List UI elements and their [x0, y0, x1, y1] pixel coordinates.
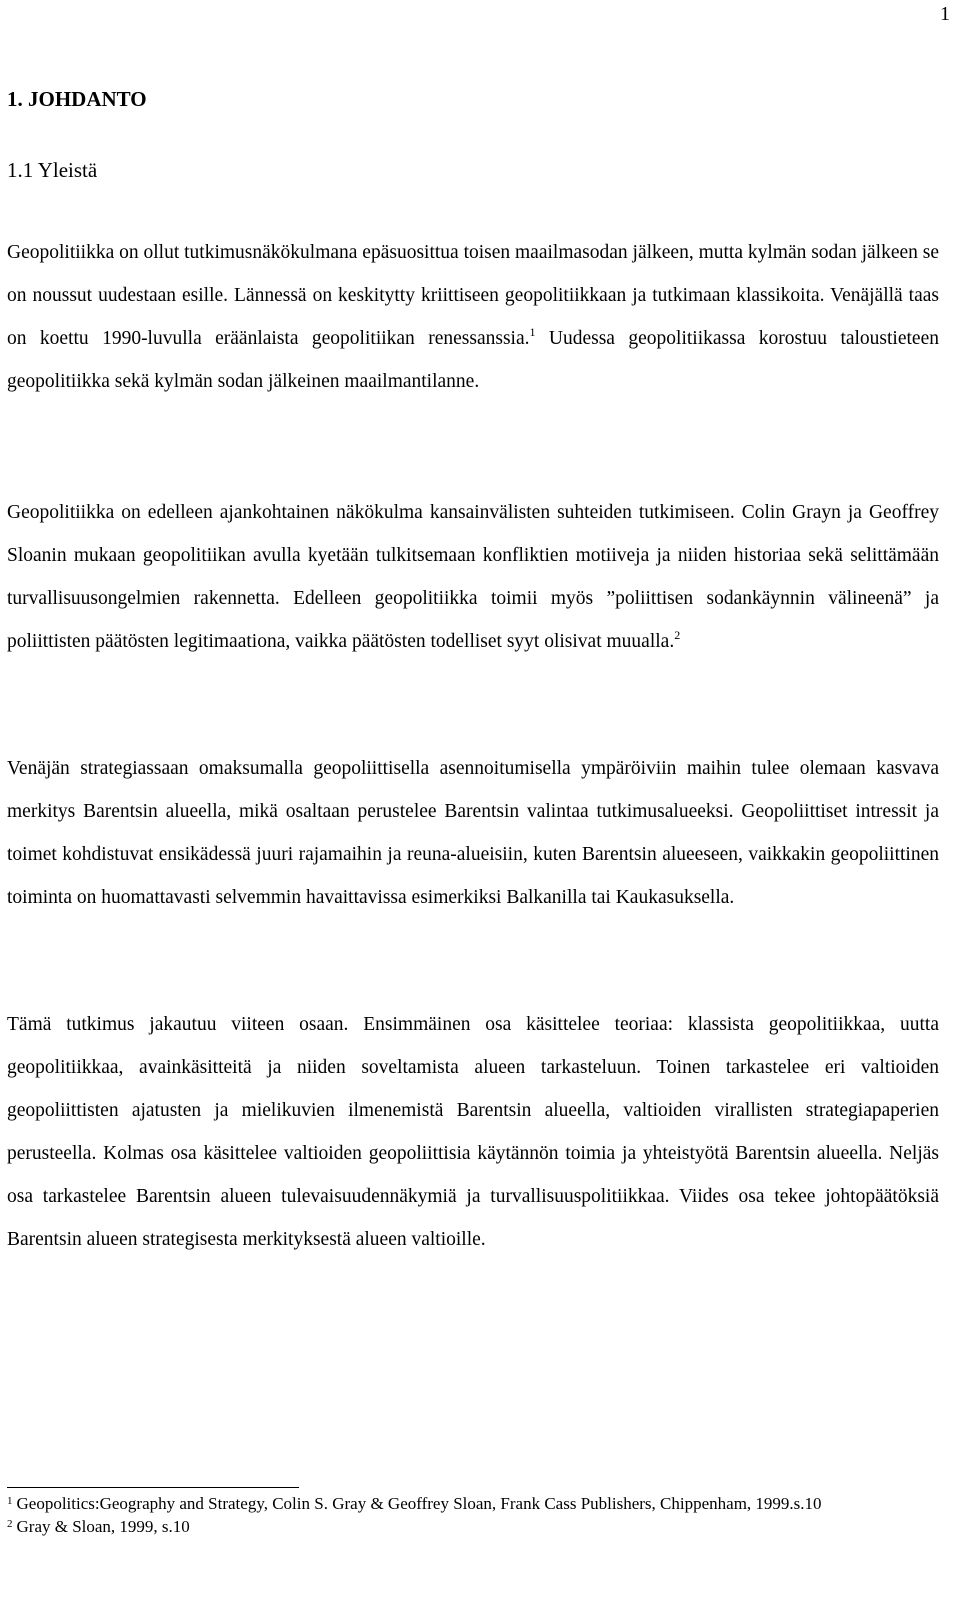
footnote-rule: [7, 1487, 299, 1488]
paragraph-intro: [7, 231, 939, 403]
footnote-1: [7, 1494, 937, 1514]
chapter-heading: 1. JOHDANTO: [7, 87, 147, 111]
footnote-ref-1: 1: [529, 325, 536, 339]
section-heading: 1.1 Yleistä: [7, 158, 98, 182]
paragraph-intro-text: Geopolitiikka on ollut tutkimusnäkökulmana epäsuosittua toisen maailmasodan jälkeen, mutta kylmän sodan jälkeen se on noussut uudestaan esille. Lännessä on keskitytty kriittiseen geopolitiikkaan ja tutkimaan klassikoita. Venäjällä taas on koettu 1990-luvulla eräänlaista geopolitiikan renessanssia.: [7, 242, 940, 349]
footnote-text: Geopolitics:Geography and Strategy, Colin S. Gray & Geoffrey Sloan, Frank Cass Publishers, Chippenham, 1999.s.10: [16, 1494, 822, 1513]
footnote-2: [7, 1517, 937, 1537]
footnote-number: 2: [7, 1518, 13, 1530]
footnote-ref-2: 2: [674, 628, 681, 642]
footnotes: [7, 1494, 937, 1540]
paragraph-structure: Tämä tutkimus jakautuu viiteen osaan. Ensimmäinen osa käsittelee teoriaa: klassista geopolitiikkaa, uutta geopolitiikkaa, avainkäsitteitä ja niiden soveltamista alueen tarkasteluun. Toinen tarkastelee eri valtioiden geopoliittisten ajatusten ja mielikuvien ilmenemistä Barentsin alueella, valtioiden virallisten strategiapaperien perusteella. Kolmas osa käsittelee valtioiden geopoliittisia käytännön toimia ja yhteistyötä Barentsin alueella. Neljäs osa tarkastelee Barentsin alueen tulevaisuudennäkymiä ja turvallisuuspolitiikkaa. Viides osa tekee johtopäätöksiä Barentsin alueen strategisesta merkityksestä alueen valtioille.: [7, 1014, 939, 1250]
footnote-text: Gray & Sloan, 1999, s.10: [16, 1517, 190, 1536]
footnote-number: 1: [7, 1495, 13, 1507]
paragraph-relevance: [7, 491, 939, 663]
page-number: 1: [940, 3, 950, 25]
paragraph-intro-text-cont: Uudessa geopolitiikassa korostuu taloustieteen geopolitiikka sekä kylmän sodan jälkeinen maailmantilanne.: [7, 328, 939, 392]
paragraph-russia-strategy: Venäjän strategiassaan omaksumalla geopoliittisella asennoitumisella ympäröiviin maihin tulee olemaan kasvava merkitys Barentsin alueella, mikä osaltaan perustelee Barentsin valintaa tutkimusalueeksi. Geopoliittiset intressit ja toimet kohdistuvat ensikädessä juuri rajamaihin ja reuna-alueisiin, kuten Barentsin alueeseen, vaikkakin geopoliittinen toiminta on huomattavasti selvemmin havaittavissa esimerkiksi Balkanilla tai Kaukasuksella.: [7, 758, 939, 908]
paragraph-relevance-text: Geopolitiikka on edelleen ajankohtainen näkökulma kansainvälisten suhteiden tutkimiseen. Colin Grayn ja Geoffrey Sloanin mukaan geopolitiikan avulla kyetään tulkitsemaan konfliktien motiiveja ja niiden historiaa sekä selittämään turvallisuusongelmien rakennetta. Edelleen geopolitiikka toimii myös ”poliittisen sodankäynnin välineenä” ja poliittisten päätösten legitimaationa, vaikka päätösten todelliset syyt olisivat muualla.: [7, 502, 939, 652]
